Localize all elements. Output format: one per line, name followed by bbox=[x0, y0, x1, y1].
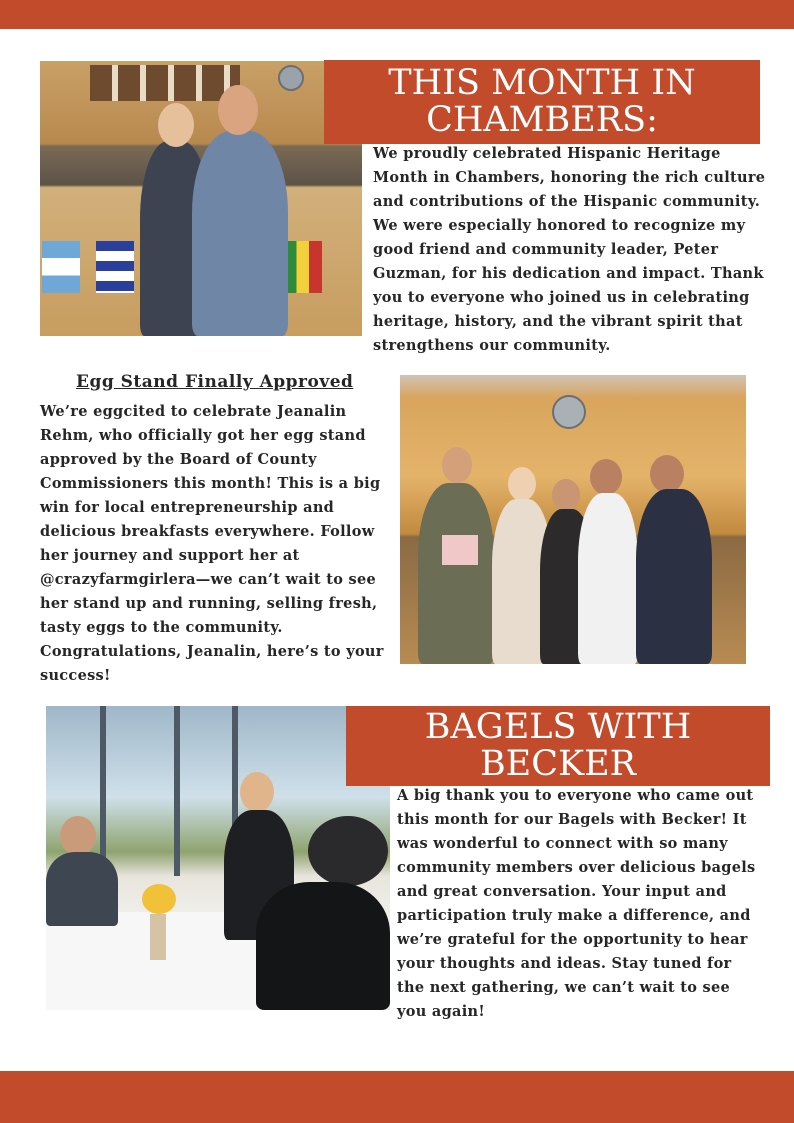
window-frame bbox=[174, 706, 180, 876]
person-1-head bbox=[442, 447, 472, 483]
bagels-title-line-2: BECKER bbox=[479, 744, 637, 784]
portrait-row bbox=[90, 65, 240, 101]
egg-stand-heading: Egg Stand Finally Approved bbox=[76, 372, 354, 392]
bagels-title bbox=[346, 706, 770, 786]
person-man bbox=[192, 131, 288, 336]
chambers-title-line-1: THIS MONTH IN bbox=[388, 63, 696, 104]
top-accent-bar bbox=[0, 0, 794, 29]
county-seal bbox=[278, 65, 304, 91]
bagels-photo bbox=[46, 706, 390, 1010]
egg-stand-photo bbox=[400, 375, 746, 664]
person-4-head bbox=[590, 459, 622, 495]
flower-bouquet bbox=[142, 884, 176, 914]
chambers-body: We proudly celebrated Hispanic Heritage Month in Chambers, honoring the rich culture and contributions of the Hispanic community. We were especially honored to recognize my good friend and community leader, Peter Guzman, for his dedication and impact. Thank you to everyone who joined us in celebrating heritage, history, and the vibrant spirit that strengthens our community. bbox=[373, 145, 766, 354]
person-1 bbox=[418, 483, 494, 664]
chambers-title bbox=[324, 60, 760, 144]
speaker-head bbox=[240, 772, 274, 812]
flag-left bbox=[42, 241, 80, 293]
egg-stand-body: We’re eggcited to celebrate Jeanalin Rehm, who officially got her egg stand approved by the Board of County Commissioners this month! This is a big win for local entrepreneurship and delicious breakfasts everywhere. Follow her journey and support her at @crazyfarmgirlera—we can’t wait to see her stand up and running, selling fresh, tasty eggs to the community. Congratulations, Jeanalin, here’s to your success! bbox=[40, 403, 384, 684]
foreground-person bbox=[256, 882, 390, 1010]
person-3-head bbox=[552, 479, 580, 511]
chambers-photo bbox=[40, 61, 362, 336]
seated-man-head bbox=[60, 816, 96, 856]
person-woman-head bbox=[158, 103, 194, 147]
seated-man bbox=[46, 852, 118, 926]
person-5 bbox=[636, 489, 712, 664]
county-seal bbox=[552, 395, 586, 429]
person-2-head bbox=[508, 467, 536, 501]
person-man-head bbox=[218, 85, 258, 135]
window-frame bbox=[100, 706, 106, 876]
flag-right bbox=[284, 241, 322, 293]
person-5-head bbox=[650, 455, 684, 493]
egg-cartons bbox=[442, 535, 478, 565]
foreground-person-head bbox=[308, 816, 388, 886]
bagels-title-line-1: BAGELS WITH bbox=[424, 707, 692, 748]
person-4 bbox=[578, 493, 638, 664]
chambers-title-line-2: CHAMBERS: bbox=[426, 100, 658, 140]
flower-vase bbox=[150, 914, 166, 960]
bagels-body: A big thank you to everyone who came out this month for our Bagels with Becker! It was wonderful to connect with so many community members over delicious bagels and great conversation. Your input and participation truly make a difference, and we’re grateful for the opportunity to hear your thoughts and ideas. Stay tuned for the next gathering, we can’t wait to see you again! bbox=[397, 787, 756, 1020]
flag-cuba bbox=[96, 241, 134, 293]
bottom-accent-bar bbox=[0, 1071, 794, 1123]
